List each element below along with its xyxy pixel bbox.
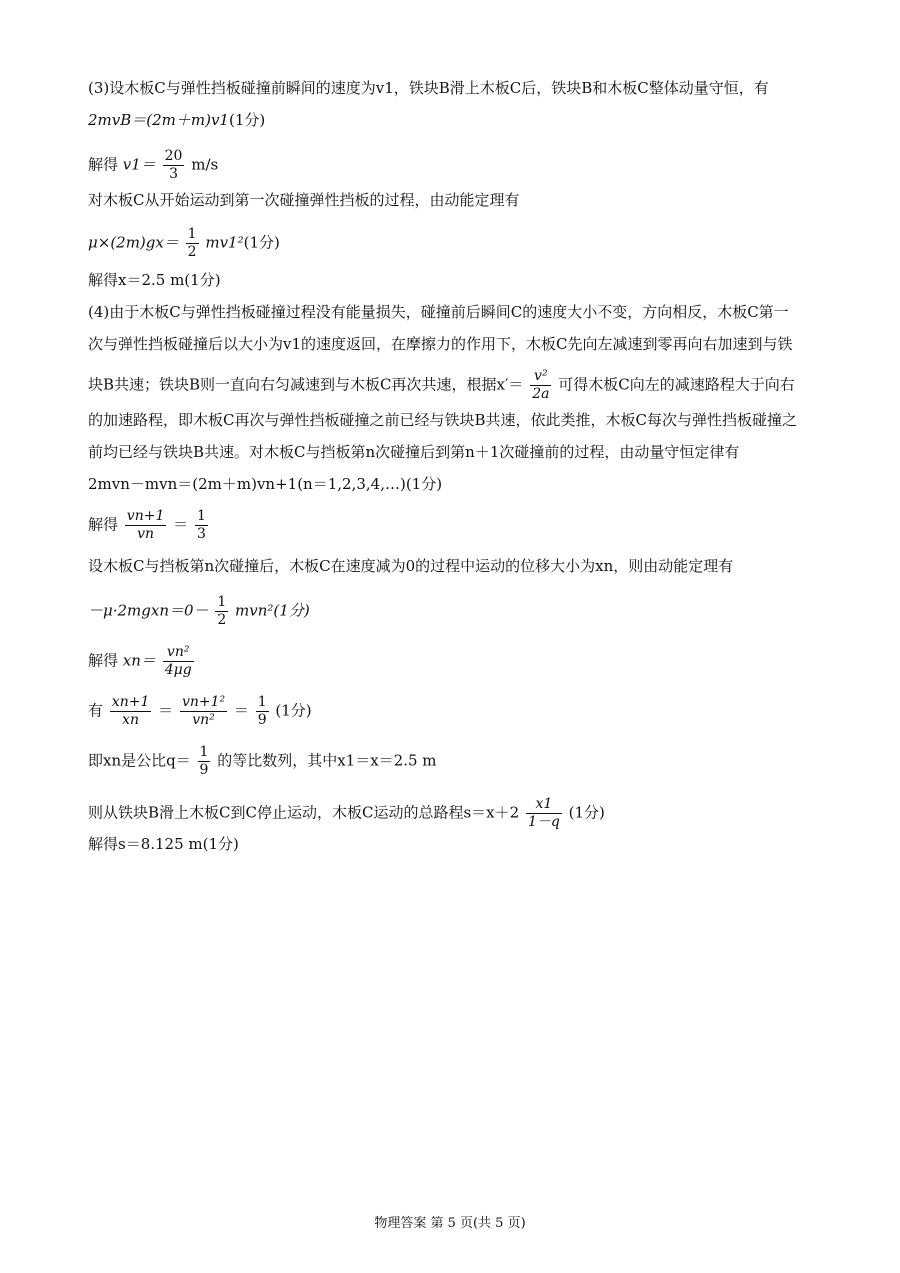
energy-intro: 对木板C从开始运动到第一次碰撞弹性挡板的过程，由动能定理有 xyxy=(88,191,520,209)
x-ratio-fraction: $\frac{xn+1}{xn}$ xyxy=(111,694,150,728)
part4-line-1: (4)由于木板C与弹性挡板碰撞过程没有能量损失，碰撞前后瞬间C的速度大小不变，方向相反，木板C第一 xyxy=(88,303,789,321)
kinematics-fraction: $\frac{\text{v²}}{2a}$ xyxy=(532,368,550,402)
part4-line-4: 的加速路程，即木板C再次与弹性挡板碰撞之前已经与铁块B共速，依此类推，木板C每次与弹性挡板碰撞之 xyxy=(88,411,797,429)
geometric-series: 即xn是公比q＝ $\frac{1}{9}$ 的等比数列，其中x1＝x＝2.5 m xyxy=(88,744,437,778)
x-result: 解得x＝2.5 m(1分) xyxy=(88,271,221,289)
velocity-ratio-fraction: $\frac{vn+1}{vn}$ xyxy=(126,508,165,542)
part4-line-2: 次与弹性挡板碰撞后以大小为v1的速度返回，在摩擦力的作用下，木板C先向左减速到零再向右加速到与铁 xyxy=(88,335,793,353)
ratio-q-fraction: $\frac{1}{9}$ xyxy=(199,744,209,778)
v-squared-ratio-fraction: $\frac{\text{vn+1²}}{\text{vn²}}$ xyxy=(181,694,226,728)
displacement-ratio: 有 $\frac{xn+1}{xn}$ ＝ $\frac{\text{vn+1²}}{\text{vn²}}$ ＝ $\frac{1}{9}$ (1分) xyxy=(88,694,312,728)
displacement-intro: 设木板C与挡板第n次碰撞后，木板C在速度减为0的过程中运动的位移大小为xn，则由动能定理有 xyxy=(88,557,734,575)
momentum-n-equation: 2mvn－mvn＝(2m＋m)vn+1(n＝1,2,3,4,…)(1分) xyxy=(88,475,443,493)
v1-result: 解得 v1＝ $\frac{20}{3}$ m/s xyxy=(88,148,219,182)
half-fraction-2: $\frac{1}{2}$ xyxy=(217,594,227,628)
xn-result: 解得 xn＝ $\frac{\text{vn²}}{4\mu g}$ xyxy=(88,644,192,678)
energy-equation: μ×(2m)gx＝ $\frac{1}{2}$ mv1²(1分) xyxy=(88,226,280,260)
v1-fraction: $\frac{20}{3}$ xyxy=(164,148,183,182)
xn-fraction: $\frac{\text{vn²}}{4\mu g}$ xyxy=(164,644,192,678)
half-fraction: $\frac{1}{2}$ xyxy=(187,226,197,260)
velocity-ratio: 解得 $\frac{vn+1}{vn}$ ＝ $\frac{1}{3}$ xyxy=(88,508,206,542)
page-footer: 物理答案 第 5 页(共 5 页) xyxy=(374,1216,526,1231)
total-distance: 则从铁块B滑上木板C到C停止运动，木板C运动的总路程s＝x＋2 $\frac{x1}{1-q}$ (1分) xyxy=(88,796,605,830)
momentum-equation: 2mvB＝(2m＋m)v1(1分) xyxy=(88,111,266,129)
one-ninth-fraction: $\frac{1}{9}$ xyxy=(257,694,267,728)
part4-line-3: 块B共速；铁块B则一直向右匀减速到与木板C再次共速，根据x′＝ $\frac{\text{v²}}{2a}$ 可得木板C向左的减速路程大于向右 xyxy=(88,368,795,402)
part3-intro: (3)设木板C与弹性挡板碰撞前瞬间的速度为v1，铁块B滑上木板C后，铁块B和木板C整体动量守恒，有 xyxy=(88,79,769,97)
part4-line-5: 前均已经与铁块B共速。对木板C与挡板第n次碰撞后到第n＋1次碰撞前的过程，由动量守恒定律有 xyxy=(88,443,740,461)
sum-fraction: $\frac{x1}{1-q}$ xyxy=(527,796,560,830)
one-third-fraction: $\frac{1}{3}$ xyxy=(196,508,206,542)
final-result: 解得s＝8.125 m(1分) xyxy=(88,835,239,853)
displacement-equation: －μ·2mgxn＝0－ $\frac{1}{2}$ mvn²(1分) xyxy=(88,594,310,628)
